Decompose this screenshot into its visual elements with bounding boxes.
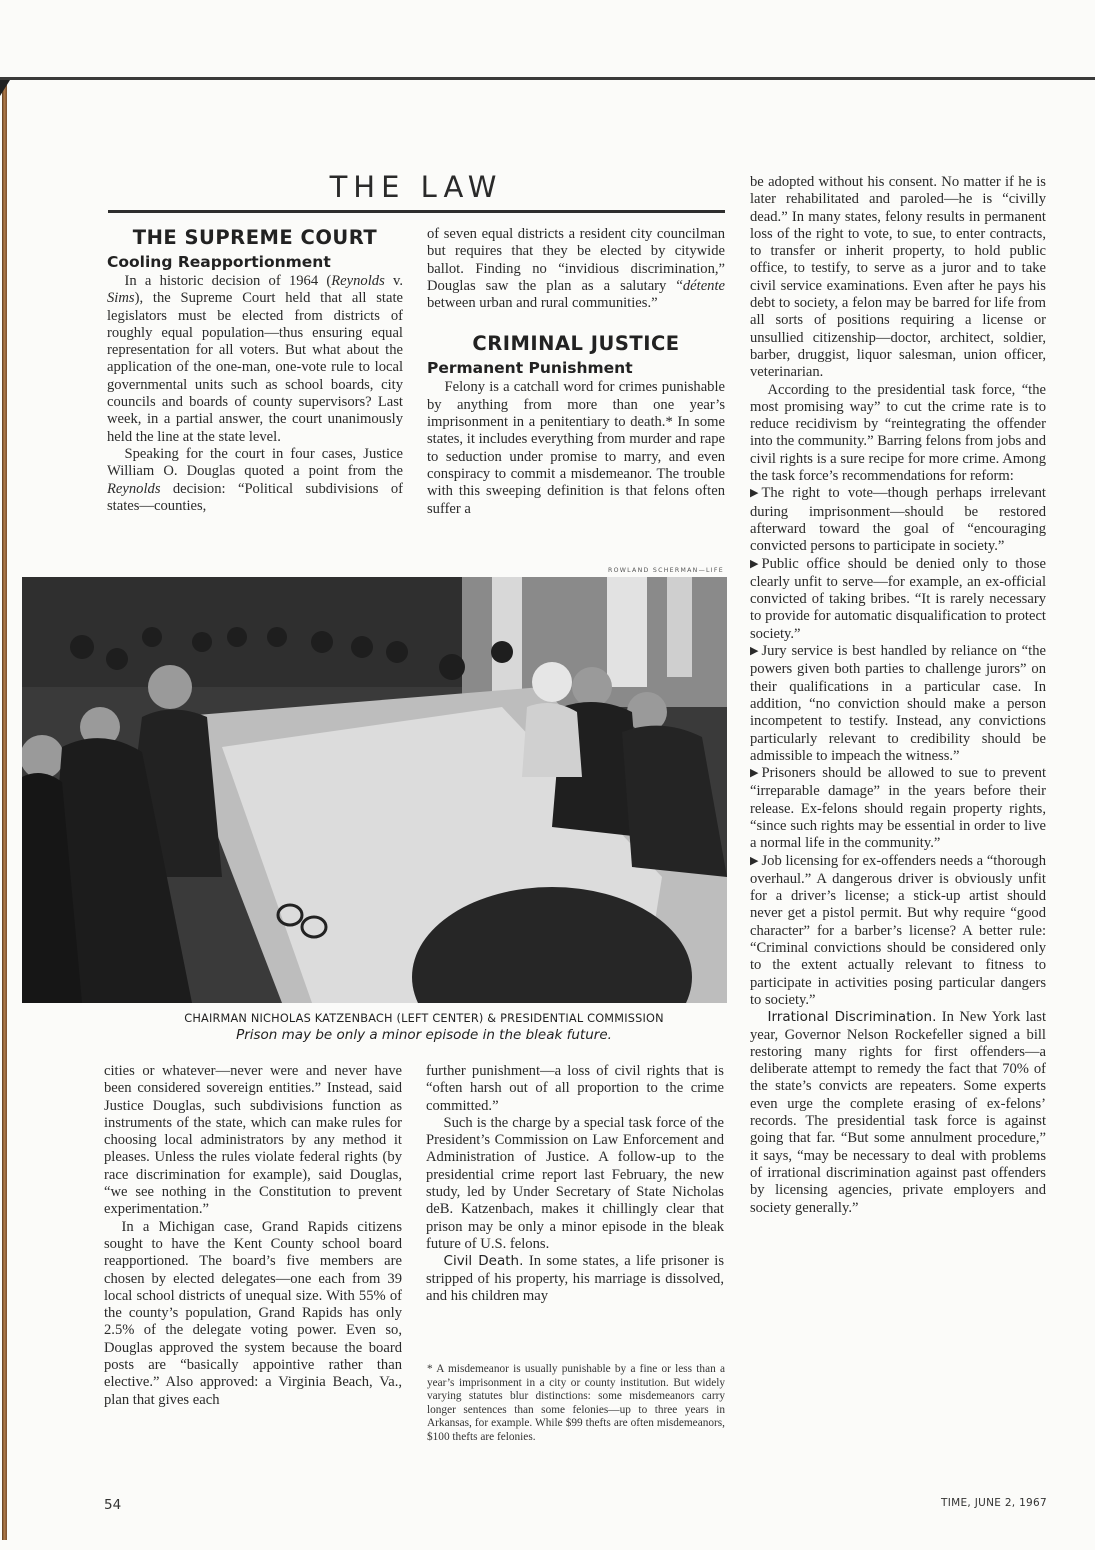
paragraph: Such is the charge by a special task force of the President’s Commission on Law Enforcement and Administration of Justice. A follow-up to the presidential crime report last February, the new study, led by Under Secretary of State Nicholas deB. Katzenbach, makes it chillingly clear that prison may be only a minor episode in the bleak future of U.S. felons. xyxy=(426,1114,724,1252)
kicker-supreme-court: THE SUPREME COURT xyxy=(132,226,378,249)
runin-civil-death: Civil Death. xyxy=(443,1253,524,1270)
column-2-bottom xyxy=(426,1063,724,1305)
section-rule xyxy=(108,210,725,213)
column-1-bottom xyxy=(104,1063,402,1409)
paragraph: Civil Death. In some states, a life prisoner is stripped of his property, his marriage is dissolved, and his children may xyxy=(426,1253,724,1304)
paragraph: Felony is a catchall word for crimes punishable by anything from more than one year’s imprisonment in a penitentiary to death.* In some states, it includes everything from murder and rape to seduction under promise to marry, and even conspiracy to commit a misdemeanor. The trouble with this sweeping definition is that felons often suffer a xyxy=(427,379,725,517)
headline-permanent-punishment: Permanent Punishment xyxy=(427,359,633,378)
photo-commission-meeting xyxy=(22,577,727,1003)
paragraph: In a Michigan case, Grand Rapids citizens sought to have the Kent County school board reapportioned. The board’s five members are chosen by elected delegates—one each from 39 local school districts of unequal size. With 55% of the county’s population, Grand Rapids has only 2.5% of the delegate voting power. Even so, Douglas approved the system because the board posts are “basically appointive rather than elective.” Also approved: a Virginia Beach, Va., plan that gives each xyxy=(104,1218,402,1408)
footnote-misdemeanor: * A misdemeanor is usually punishable by a fine or less than a year’s imprisonment in a city or county institution. But widely varying statutes blur distinctions: some misdemeanors carry longer sentences than some felonies—up to three years in Arkansas, for example. While $99 thefts are often misdemeanors, $100 thefts are felonies. xyxy=(427,1363,725,1443)
bullet-item: ▶ Job licensing for ex-offenders needs a “thorough overhaul.” A dangerous driver is obviously unfit for a driver’s license; a stick-up artist should never get a pistol permit. But why require “good character” for a barber’s license? A better rule: “Criminal convictions should be considered only to the extent actually relevant to fitness to participate in activities posing particular dangers to society.” xyxy=(750,852,1046,1008)
page-number: 54 xyxy=(104,1497,122,1513)
column-1-top xyxy=(107,226,403,515)
triangle-bullet-icon: ▶ xyxy=(750,487,759,500)
bullet-item: ▶ The right to vote—though perhaps irrelevant during imprisonment—should be restored afterward toward the goal of “encouraging convicted persons to participate in society.” xyxy=(750,485,1046,555)
photo-credit: ROWLAND SCHERMAN—LIFE xyxy=(607,567,724,574)
paragraph: Irrational Discrimination. In New York last year, Governor Nelson Rockefeller signed a bill restoring many rights for first offenders—a deliberate attempt to remedy the fact that 70% of the state’s convicts are repeaters. Some experts even urge the complete erasing of ex-felons’ records. The presidential task force is against going that far. “But some annulment procedure,” it says, “may be necessary to deal with problems of irrational discrimination against past offenders by licensing agencies, private employers and society generally.” xyxy=(750,1009,1047,1216)
bullet-item: ▶ Jury service is best handled by reliance on “the powers given both parties to challenge jurors” on their qualifications in a particular case. In addition, “no conviction should make a person incompetent to testify. Instead, any convictions particularly relevant to credibility should be admissible to impeach the witness.” xyxy=(750,643,1046,764)
headline-cooling-reapportionment: Cooling Reapportionment xyxy=(107,253,331,271)
paragraph: cities or whatever—never were and never have been considered sovereign entities.” Instead, said Justice Douglas, such subdivisions function as instruments of the state, which can make rules for choosing local administrators by any method it pleases. Unless the rules violate federal rights (by race discrimination for example), said Douglas, “we see nothing in the Constitution to prevent experimentation.” xyxy=(104,1063,402,1218)
paragraph: further punishment—a loss of civil rights that is “often harsh out of all proportion to the crime committed.” xyxy=(426,1063,724,1114)
triangle-bullet-icon: ▶ xyxy=(750,557,759,570)
runin-irrational-discrimination: Irrational Discrimination. xyxy=(767,1009,937,1026)
photo-caption-summary: Prison may be only a minor episode in the bleak future. xyxy=(236,1027,612,1043)
paragraph: of seven equal districts a resident city councilman but requires that they be elected by citywide ballot. Finding no “invidious discrimination,” Douglas saw the plan as a salutary “détente between urban and rural communities.” xyxy=(427,226,725,312)
paragraph: be adopted without his consent. No matter if he is later rehabilitated and paroled—he is “civilly dead.” In many states, felony results in permanent loss of the right to vote, to sue, to enter contracts, to transfer or inherit property, to hold public office, to testify, to serve as a juror and to take civil service examinations. Even after he pays his debt to society, a felon may be barred for life from all sorts of positions requiring a license or unsullied citizenship—doctor, architect, soldier, barber, druggist, liquor salesman, union officer, veterinarian. xyxy=(750,174,1046,381)
bullet-item: ▶ Public office should be denied only to those clearly unfit to serve—for example, an ex-official convicted of taking bribes. “It is rarely necessary to provide for automatic disqualification to protect society.” xyxy=(750,555,1046,642)
column-3 xyxy=(750,174,1046,1217)
binding-edge xyxy=(2,80,7,1540)
paragraph: In a historic decision of 1964 (Reynolds v. Sims), the Supreme Court held that all state legislators must be elected from districts of roughly equal population—thus ensuring equal representation for all voters. But what about the application of the one-man, one-vote rule to local governmental units such as school boards, city councils and boards of county supervisors? Last week, in a partial answer, the court unanimously held the line at the state level. xyxy=(107,273,403,445)
page-top-rule xyxy=(0,77,1095,80)
triangle-bullet-icon: ▶ xyxy=(750,854,759,867)
paragraph: According to the presidential task force, “the most promising way” to cut the crime rate is to reduce recidivism by “reintegrating the offender into the community.” Barring felons from jobs and civil rights is a sure recipe for more crime. Among the task force’s recommendations for reform: xyxy=(750,381,1046,485)
section-title: THE LAW xyxy=(329,170,503,204)
triangle-bullet-icon: ▶ xyxy=(750,767,759,780)
paragraph: Speaking for the court in four cases, Justice William O. Douglas quoted a point from the Reynolds decision: “Political subdivisions of states—counties, xyxy=(107,445,403,514)
photo-caption-names: CHAIRMAN NICHOLAS KATZENBACH (LEFT CENTER) & PRESIDENTIAL COMMISSION xyxy=(184,1012,664,1025)
issue-dateline: TIME, JUNE 2, 1967 xyxy=(941,1497,1047,1509)
bullet-item: ▶ Prisoners should be allowed to sue to prevent “irreparable damage” in the years before their release. Ex-felons should regain property rights, “since such rights may be essential in order to live a normal life in the community.” xyxy=(750,765,1046,852)
triangle-bullet-icon: ▶ xyxy=(750,645,759,658)
meeting-photo-illustration xyxy=(22,577,727,1003)
column-2-top xyxy=(427,226,725,518)
kicker-criminal-justice: CRIMINAL JUSTICE xyxy=(472,332,680,356)
